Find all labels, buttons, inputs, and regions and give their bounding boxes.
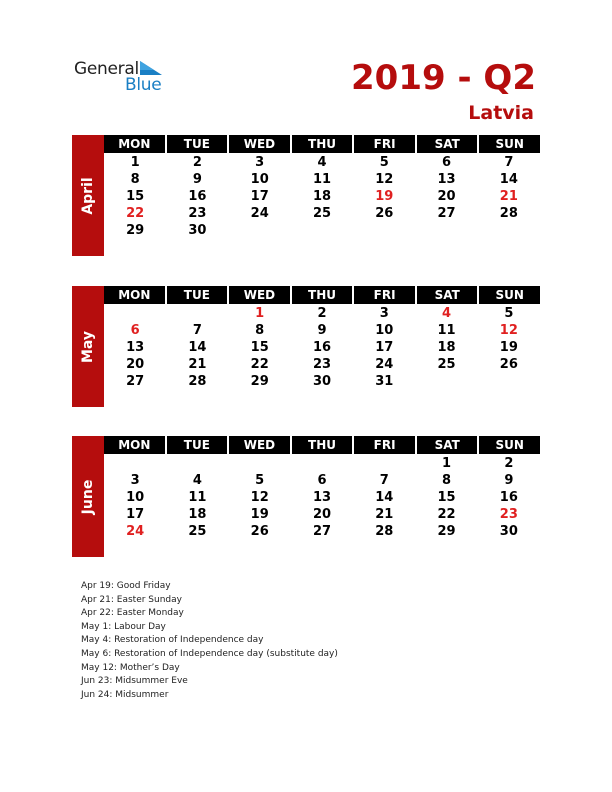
weekday-fri: FRI	[354, 436, 417, 454]
day-cell: 22	[437, 507, 456, 522]
logo	[74, 59, 174, 95]
day-cell: 4	[317, 155, 327, 170]
day-cell: 3	[130, 473, 140, 488]
day-cell: 13	[126, 340, 145, 355]
holiday-item: May 4: Restoration of Independence day	[81, 635, 264, 646]
day-cell: 4	[442, 306, 452, 321]
empty-cell	[291, 455, 353, 472]
day-cell: 2	[192, 155, 202, 170]
weekday-sun: SUN	[479, 436, 540, 454]
day-cell: 13	[437, 172, 456, 187]
month-side-bar	[72, 436, 104, 557]
empty-cell	[104, 455, 166, 472]
day-cell: 24	[126, 524, 145, 539]
day-cell: 31	[375, 374, 394, 389]
weekday-fri: FRI	[354, 286, 417, 304]
day-cell: 15	[126, 189, 145, 204]
month-side-bar	[72, 135, 104, 256]
empty-cell	[353, 455, 415, 472]
day-cell: 5	[504, 306, 514, 321]
day-cell: 20	[312, 507, 332, 522]
day-cell: 1	[442, 456, 452, 471]
holiday-item: Apr 21: Easter Sunday	[81, 594, 182, 605]
empty-cell	[478, 373, 540, 390]
day-cell: 9	[504, 473, 514, 488]
country-name: Latvia	[468, 102, 534, 124]
day-cell: 29	[250, 374, 269, 389]
weekday-sat: SAT	[417, 135, 480, 153]
empty-cell	[104, 305, 166, 322]
empty-cell	[166, 305, 228, 322]
day-cell: 21	[375, 507, 394, 522]
day-cell: 24	[250, 206, 269, 221]
day-cell: 5	[255, 473, 265, 488]
day-cell: 2	[317, 306, 327, 321]
day-cell: 30	[188, 223, 207, 238]
day-cell: 6	[442, 155, 452, 170]
day-cell: 25	[312, 206, 332, 221]
day-cell: 23	[188, 206, 207, 221]
empty-cell	[229, 455, 291, 472]
day-cell: 21	[499, 189, 518, 204]
day-cell: 17	[250, 189, 269, 204]
empty-cell	[291, 222, 353, 239]
day-cell: 26	[250, 524, 269, 539]
day-cell: 5	[379, 155, 389, 170]
day-cell: 2	[504, 456, 514, 471]
day-cell: 16	[312, 340, 332, 355]
day-cell: 4	[192, 473, 202, 488]
day-cell: 16	[499, 490, 518, 505]
holiday-item: Apr 22: Easter Monday	[81, 608, 184, 619]
day-cell: 28	[499, 206, 518, 221]
weekday-tue: TUE	[167, 286, 230, 304]
weekday-wed: WED	[229, 286, 292, 304]
day-cell: 20	[126, 357, 145, 372]
empty-cell	[166, 455, 228, 472]
day-cell: 7	[192, 323, 202, 338]
day-cell: 23	[499, 507, 518, 522]
weekday-sun: SUN	[479, 135, 540, 153]
day-cell: 23	[312, 357, 332, 372]
day-cell: 12	[499, 323, 518, 338]
day-cell: 8	[130, 172, 140, 187]
weekday-header	[104, 286, 540, 304]
day-cell: 18	[188, 507, 207, 522]
day-cell: 24	[375, 357, 394, 372]
day-cell: 8	[442, 473, 452, 488]
day-cell: 30	[312, 374, 332, 389]
day-cell: 16	[188, 189, 207, 204]
holiday-item: May 12: Mother’s Day	[81, 662, 180, 673]
day-grid	[104, 154, 540, 239]
day-cell: 3	[379, 306, 389, 321]
day-cell: 27	[126, 374, 145, 389]
day-cell: 17	[126, 507, 145, 522]
holiday-item: May 6: Restoration of Independence day (substitute day)	[81, 648, 338, 659]
month-label: June	[80, 479, 96, 514]
day-cell: 22	[126, 206, 145, 221]
day-cell: 18	[437, 340, 456, 355]
day-cell: 19	[250, 507, 269, 522]
logo-blue: Blue	[125, 75, 162, 95]
empty-cell	[415, 373, 477, 390]
day-cell: 25	[437, 357, 456, 372]
holiday-item: Jun 24: Midsummer	[81, 689, 169, 700]
day-cell: 7	[379, 473, 389, 488]
day-cell: 12	[250, 490, 269, 505]
weekday-mon: MON	[104, 436, 167, 454]
day-cell: 14	[188, 340, 207, 355]
empty-cell	[353, 222, 415, 239]
weekday-wed: WED	[229, 436, 292, 454]
weekday-header	[104, 436, 540, 454]
day-cell: 11	[188, 490, 207, 505]
day-cell: 27	[312, 524, 332, 539]
day-cell: 6	[317, 473, 327, 488]
day-cell: 11	[312, 172, 332, 187]
day-cell: 26	[499, 357, 518, 372]
day-cell: 29	[437, 524, 456, 539]
weekday-sat: SAT	[417, 436, 480, 454]
day-cell: 10	[375, 323, 394, 338]
day-cell: 25	[188, 524, 207, 539]
empty-cell	[478, 222, 540, 239]
weekday-sun: SUN	[479, 286, 540, 304]
day-cell: 14	[375, 490, 394, 505]
weekday-thu: THU	[292, 135, 355, 153]
day-cell: 19	[375, 189, 394, 204]
day-cell: 12	[375, 172, 394, 187]
day-cell: 27	[437, 206, 456, 221]
day-grid	[104, 455, 540, 540]
day-cell: 26	[375, 206, 394, 221]
day-cell: 10	[126, 490, 145, 505]
day-cell: 1	[255, 306, 265, 321]
day-cell: 1	[130, 155, 140, 170]
day-cell: 30	[499, 524, 518, 539]
weekday-wed: WED	[229, 135, 292, 153]
day-cell: 13	[312, 490, 332, 505]
holiday-list	[81, 580, 338, 702]
weekday-tue: TUE	[167, 135, 230, 153]
month-side-bar	[72, 286, 104, 407]
day-cell: 9	[192, 172, 202, 187]
page-title: 2019 - Q2	[351, 58, 536, 98]
day-cell: 28	[375, 524, 394, 539]
logo-flag-icon	[140, 61, 162, 75]
day-cell: 14	[499, 172, 518, 187]
day-cell: 28	[188, 374, 207, 389]
day-cell: 8	[255, 323, 265, 338]
weekday-header	[104, 135, 540, 153]
day-cell: 19	[499, 340, 518, 355]
day-cell: 29	[126, 223, 145, 238]
day-grid	[104, 305, 540, 390]
holiday-item: May 1: Labour Day	[81, 621, 166, 632]
day-cell: 6	[130, 323, 140, 338]
weekday-mon: MON	[104, 135, 167, 153]
day-cell: 11	[437, 323, 456, 338]
day-cell: 15	[437, 490, 456, 505]
day-cell: 3	[255, 155, 265, 170]
weekday-thu: THU	[292, 286, 355, 304]
weekday-fri: FRI	[354, 135, 417, 153]
holiday-item: Jun 23: Midsummer Eve	[81, 676, 188, 687]
holiday-item: Apr 19: Good Friday	[81, 581, 171, 591]
day-cell: 20	[437, 189, 456, 204]
weekday-thu: THU	[292, 436, 355, 454]
day-cell: 10	[250, 172, 269, 187]
empty-cell	[415, 222, 477, 239]
empty-cell	[229, 222, 291, 239]
day-cell: 15	[250, 340, 269, 355]
logo-general: General	[74, 59, 139, 79]
day-cell: 18	[312, 189, 332, 204]
weekday-mon: MON	[104, 286, 167, 304]
weekday-tue: TUE	[167, 436, 230, 454]
day-cell: 7	[504, 155, 514, 170]
day-cell: 21	[188, 357, 207, 372]
month-label: April	[80, 176, 96, 215]
weekday-sat: SAT	[417, 286, 480, 304]
day-cell: 22	[250, 357, 269, 372]
day-cell: 9	[317, 323, 327, 338]
month-label: May	[80, 330, 96, 363]
day-cell: 17	[375, 340, 394, 355]
